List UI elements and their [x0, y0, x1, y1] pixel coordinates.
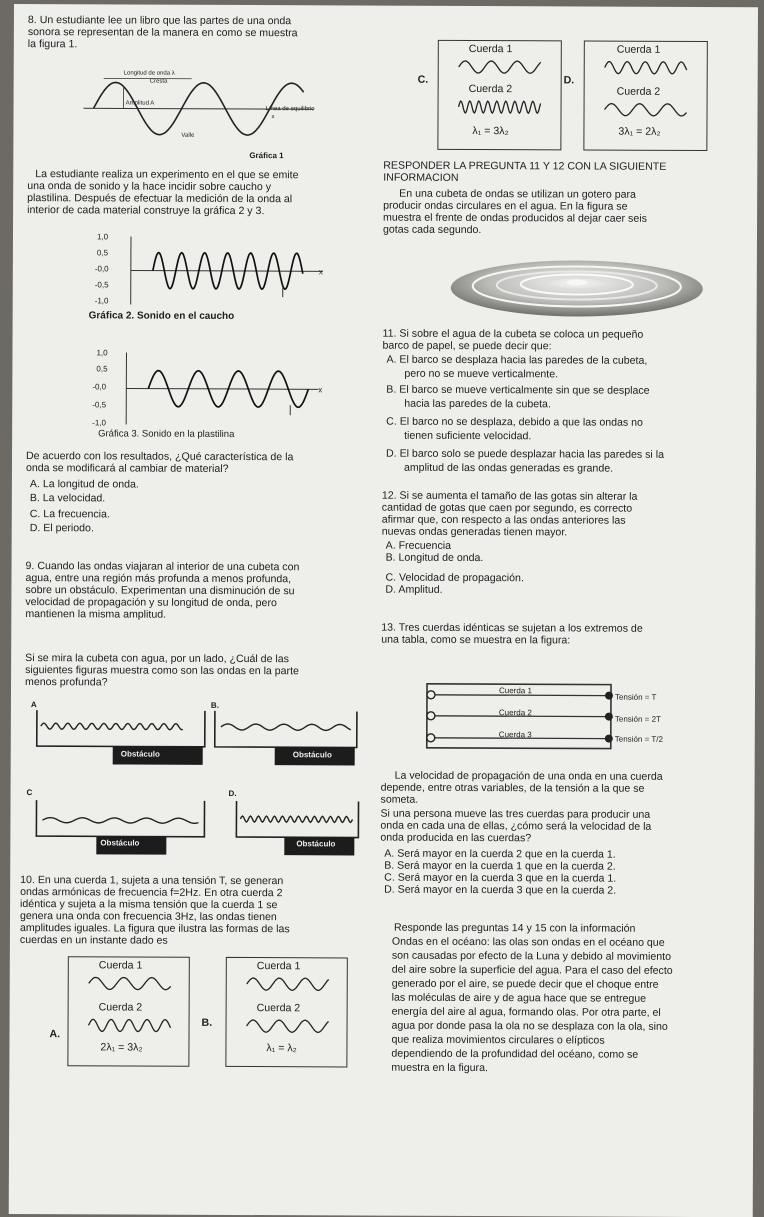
q13-text-4: Si una persona mueve las tres cuerdas para producir una	[380, 808, 650, 822]
q10-c-wave2	[457, 99, 543, 115]
q12-line-1: 12. Si se aumenta el tamaño de las gotas sin alterar la	[382, 490, 638, 504]
q12-option-c[interactable]: C. Velocidad de propagación.	[385, 572, 523, 585]
q13-option-c[interactable]: C. Será mayor en la cuerda 3 que en la cuerda 1.	[384, 872, 616, 886]
info-text-3: muestra el frente de ondas producidos al dejar caer seis	[383, 212, 647, 226]
q11-option-a-cont: pero no se mueve verticalmente.	[404, 368, 558, 381]
q13-cuerda2: Cuerda 2	[499, 708, 532, 717]
fig1-crest-label: Cresta	[150, 79, 168, 86]
q8-para-3: plastilina. Después de efectuar la medición de la onda al	[27, 192, 292, 206]
fig1-wavelength-label: Longitud de onda λ	[124, 70, 175, 77]
q8-line-1: 8. Un estudiante lee un libro que las partes de una onda	[28, 14, 291, 28]
q11-option-d[interactable]: D. El barco solo se puede desplazar hacia las paredes si la	[386, 448, 664, 462]
q14-text-1: Ondas en el océano: las olas son ondas en el océano que	[392, 936, 665, 950]
q13-text-1: La velocidad de propagación de una onda en una cuerda	[395, 770, 663, 784]
q13-line-2: una tabla, como se muestra en la figura:	[381, 634, 570, 647]
fig2-tick-3: -0,0	[95, 264, 109, 273]
q10-option-d-box[interactable]	[583, 40, 707, 151]
q10-line-6: cuerdas en un instante dado es	[20, 934, 168, 947]
q10-b-relation: λ₁ = λ₂	[266, 1042, 296, 1055]
q13-text-2: depende, entre otras variables, de la tensión a la que se	[381, 782, 645, 796]
worksheet-page	[9, 4, 758, 1217]
q10-option-b-box[interactable]	[225, 957, 347, 1068]
q10-d-wave2	[603, 102, 689, 118]
q10-a-wave1	[87, 975, 173, 991]
q11-option-d-cont: amplitud de las ondas generadas es grande.	[404, 462, 613, 476]
q10-line-3: idéntica y sujeta a la misma tensión que la cuerda 1 se	[20, 898, 277, 912]
q13-tension1: Tensión = T	[615, 693, 656, 702]
q8-question-2: onda se modificará al cambiar de material?	[26, 462, 229, 475]
q9-option-a-figure[interactable]	[33, 704, 209, 769]
q8-question-1: De acuerdo con los resultados, ¿Qué característica de la	[26, 450, 293, 464]
q10-a-wave2	[87, 1017, 173, 1033]
q10-a-relation: 2λ₁ = 3λ₂	[100, 1041, 142, 1054]
water-ripples-photo	[447, 258, 707, 319]
fig2-tick-4: -0,5	[95, 280, 109, 289]
q12-option-b[interactable]: B. Longitud de onda.	[386, 552, 484, 565]
q10-line-5: amplitudes iguales. La figura que ilustra las formas de las	[20, 922, 290, 936]
q10-line-4: genera una onda con frecuencia 3Hz, las ondas tienen	[20, 910, 277, 924]
q14-text-2: son causadas por efecto de la Luna y debido al movimiento	[392, 950, 671, 964]
q10-option-c-letter: C.	[418, 74, 429, 87]
fig3-tick-2: 0,5	[96, 364, 107, 373]
q11-option-b[interactable]: B. El barco se mueve verticalmente sin que se desplace	[386, 384, 649, 398]
q9-option-d-letter: D.	[229, 789, 237, 798]
q11-line-1: 11. Si sobre el agua de la cubeta se coloca un pequeño	[383, 328, 644, 342]
q9-question-2: siguientes figuras muestra como son las ondas en la parte	[25, 664, 299, 678]
q10-option-c-box[interactable]	[437, 40, 561, 151]
q13-cuerda1: Cuerda 1	[499, 686, 532, 695]
q13-tension3: Tensión = T/2	[615, 735, 663, 744]
q8-option-a[interactable]: A. La longitud de onda.	[30, 478, 139, 491]
q10-d-cuerda1: Cuerda 1	[617, 44, 661, 57]
q8-para-2: una onda de sonido y la hace incidir sobre caucho y	[27, 180, 271, 194]
fig1-x-label: x	[271, 114, 274, 121]
fig2-tick-1: 1,0	[97, 232, 108, 241]
q12-line-2: cantidad de gotas que caen por segundo, es correcto	[382, 502, 632, 516]
info-heading-2: INFORMACION	[383, 172, 458, 185]
q9-option-d-figure[interactable]	[232, 795, 362, 860]
info-text-2: producir ondas circulares en el agua. En la figura se	[383, 200, 627, 214]
q9-option-a-letter: A	[31, 700, 37, 709]
q8-option-b[interactable]: B. La velocidad.	[30, 492, 105, 505]
q9-line-1: 9. Cuando las ondas viajaran al interior de una cubeta con	[26, 560, 300, 574]
fig2-tick-5: -1,0	[95, 296, 109, 305]
q9-obstacle-d: Obstáculo	[296, 839, 335, 848]
q10-c-cuerda2: Cuerda 2	[469, 83, 513, 96]
q9-obstacle-b: Obstáculo	[293, 750, 332, 759]
q8-para-1: La estudiante realiza un experimento en el que se emite	[35, 168, 298, 182]
q13-option-b[interactable]: B. Será mayor en la cuerda 1 que en la cuerda 2.	[384, 860, 616, 874]
fig2-x-label: x	[319, 267, 323, 276]
fig3-tick-5: -1,0	[92, 418, 106, 427]
q12-line-4: nuevas ondas generadas tienen mayor.	[382, 526, 568, 539]
q8-option-c[interactable]: C. La frecuencia.	[30, 508, 110, 521]
q14-text-5: las moléculas de aire y de agua hace que se entregue	[392, 992, 646, 1006]
q10-line-1: 10. En una cuerda 1, sujeta a una tensión T, se generan	[20, 874, 283, 888]
fig3-tick-3: -0,0	[92, 382, 106, 391]
wave-diagram-figure1	[73, 66, 323, 162]
q10-option-a-letter: A.	[49, 1028, 60, 1041]
fig1-title: Gráfica 1	[249, 151, 283, 160]
q8-option-d[interactable]: D. El periodo.	[30, 522, 94, 535]
q8-line-3: la figura 1.	[28, 38, 78, 51]
q14-text-6: energía del aire al agua, formando olas. Por otra parte, el	[392, 1006, 661, 1020]
q10-c-relation: λ₁ = 3λ₂	[472, 125, 508, 138]
q10-c-wave1	[457, 59, 543, 75]
q10-option-a-box[interactable]	[67, 956, 189, 1067]
q14-text-8: que realiza movimientos circulares o elípticos	[391, 1034, 604, 1048]
q14-text-10: muestra en la figura.	[391, 1062, 488, 1075]
q12-option-a[interactable]: A. Frecuencia	[386, 540, 451, 553]
q10-d-wave1	[603, 60, 689, 76]
q8-line-2: sonora se representan de la manera en como se muestra	[28, 26, 298, 40]
q13-option-a[interactable]: A. Será mayor en la cuerda 2 que en la cuerda 1.	[384, 848, 616, 862]
info-heading-1: RESPONDER LA PREGUNTA 11 Y 12 CON LA SIGUIENTE	[383, 160, 666, 174]
fig1-amplitude-label: Amplitud A	[126, 100, 155, 107]
fig1-equilibrium-label: Línea de equilibrio	[266, 106, 315, 113]
q10-line-2: ondas armónicas de frecuencia f=2Hz. En otra cuerda 2	[20, 886, 282, 900]
fig3-caption: Gráfica 3. Sonido en la plastilina	[98, 428, 234, 441]
q10-a-cuerda2: Cuerda 2	[99, 1001, 143, 1014]
q13-text-5: onda en cada una de ellas, ¿cómo será la velocidad de la	[380, 820, 651, 834]
q9-line-2: agua, entre una región más profunda a menos profunda,	[25, 572, 291, 586]
q14-text-7: agua por donde pasa la ola no se desplaza con la ola, sino	[392, 1020, 668, 1034]
info-text-1: En una cubeta de ondas se utilizan un gotero para	[399, 188, 636, 202]
fig2-tick-2: 0,5	[97, 248, 108, 257]
q10-option-b-letter: B.	[202, 1017, 213, 1030]
q10-b-wave2	[245, 1018, 331, 1034]
q9-option-c-figure[interactable]	[32, 794, 208, 859]
q11-option-c[interactable]: C. El barco no se desplaza, debido a que las ondas no	[386, 416, 643, 430]
q13-tension2: Tensión = 2T	[615, 715, 661, 724]
q9-option-c-letter: C	[27, 788, 33, 797]
q13-line-1: 13. Tres cuerdas idénticas se sujetan a los extremos de	[381, 622, 643, 636]
q9-question-3: menos profunda?	[25, 676, 108, 689]
q11-line-2: barco de papel, se puede decir que:	[382, 340, 551, 353]
q10-b-cuerda1: Cuerda 1	[257, 960, 301, 973]
q8-para-4: interior de cada material construye la gráfica 2 y 3.	[27, 204, 264, 218]
q14-text-3: del aire sobre la superficie del agua. Para el caso del efecto	[392, 964, 673, 978]
q14-text-4: generado por el aire, se puede decir que el choque entre	[392, 978, 659, 992]
fig3-x-label: x	[318, 385, 322, 394]
q9-obstacle-c: Obstáculo	[100, 838, 139, 847]
q13-cuerda3: Cuerda 3	[499, 730, 532, 739]
q9-option-b-letter: B.	[211, 701, 219, 710]
q13-text-3: someta.	[381, 794, 419, 807]
info-text-4: gotas cada segundo.	[383, 224, 481, 237]
graph-plasticine-sound	[118, 352, 328, 429]
q11-option-b-cont: hacia las paredes de la cubeta.	[404, 398, 551, 411]
q13-option-d[interactable]: D. Será mayor en la cuerda 3 que en la cuerda 2.	[384, 884, 616, 898]
q10-a-cuerda1: Cuerda 1	[99, 959, 143, 972]
q12-line-3: afirmar que, con respecto a las ondas anteriores las	[382, 514, 626, 528]
q12-option-d[interactable]: D. Amplitud.	[385, 584, 442, 597]
q11-option-c-cont: tienen suficiente velocidad.	[404, 430, 531, 443]
q10-d-cuerda2: Cuerda 2	[617, 86, 661, 99]
q9-line-4: velocidad de propagación y su longitud de onda, pero	[25, 596, 277, 610]
q10-b-cuerda2: Cuerda 2	[257, 1002, 301, 1015]
q10-d-relation: 3λ₁ = 2λ₂	[618, 126, 660, 139]
q14-text-9: dependiendo de la profundidad del océano, como se	[391, 1048, 638, 1062]
fig1-trough-label: Valle	[181, 133, 194, 140]
q9-obstacle-a: Obstáculo	[121, 749, 160, 758]
q9-question-1: Si se mira la cubeta con agua, por un lado, ¿Cuál de las	[25, 652, 289, 666]
fig2-caption: Gráfica 2. Sonido en el caucho	[89, 310, 235, 323]
q10-c-cuerda1: Cuerda 1	[469, 43, 513, 56]
q11-option-a[interactable]: A. El barco se desplaza hacia las paredes de la cubeta,	[386, 354, 647, 368]
fig3-tick-1: 1,0	[96, 348, 107, 357]
q14-heading: Responde las preguntas 14 y 15 con la información	[394, 922, 636, 936]
q9-line-3: sobre un obstáculo. Experimentan una disminución de su	[25, 584, 294, 598]
fig3-tick-4: -0,5	[92, 400, 106, 409]
q10-option-d-letter: D.	[564, 74, 575, 87]
q9-option-b-figure[interactable]	[211, 705, 361, 770]
graph-rubber-sound	[123, 236, 333, 309]
q10-b-wave1	[245, 976, 331, 992]
q9-line-5: mantienen la misma amplitud.	[25, 608, 166, 621]
q13-text-6: onda producida en las cuerdas?	[380, 832, 531, 845]
